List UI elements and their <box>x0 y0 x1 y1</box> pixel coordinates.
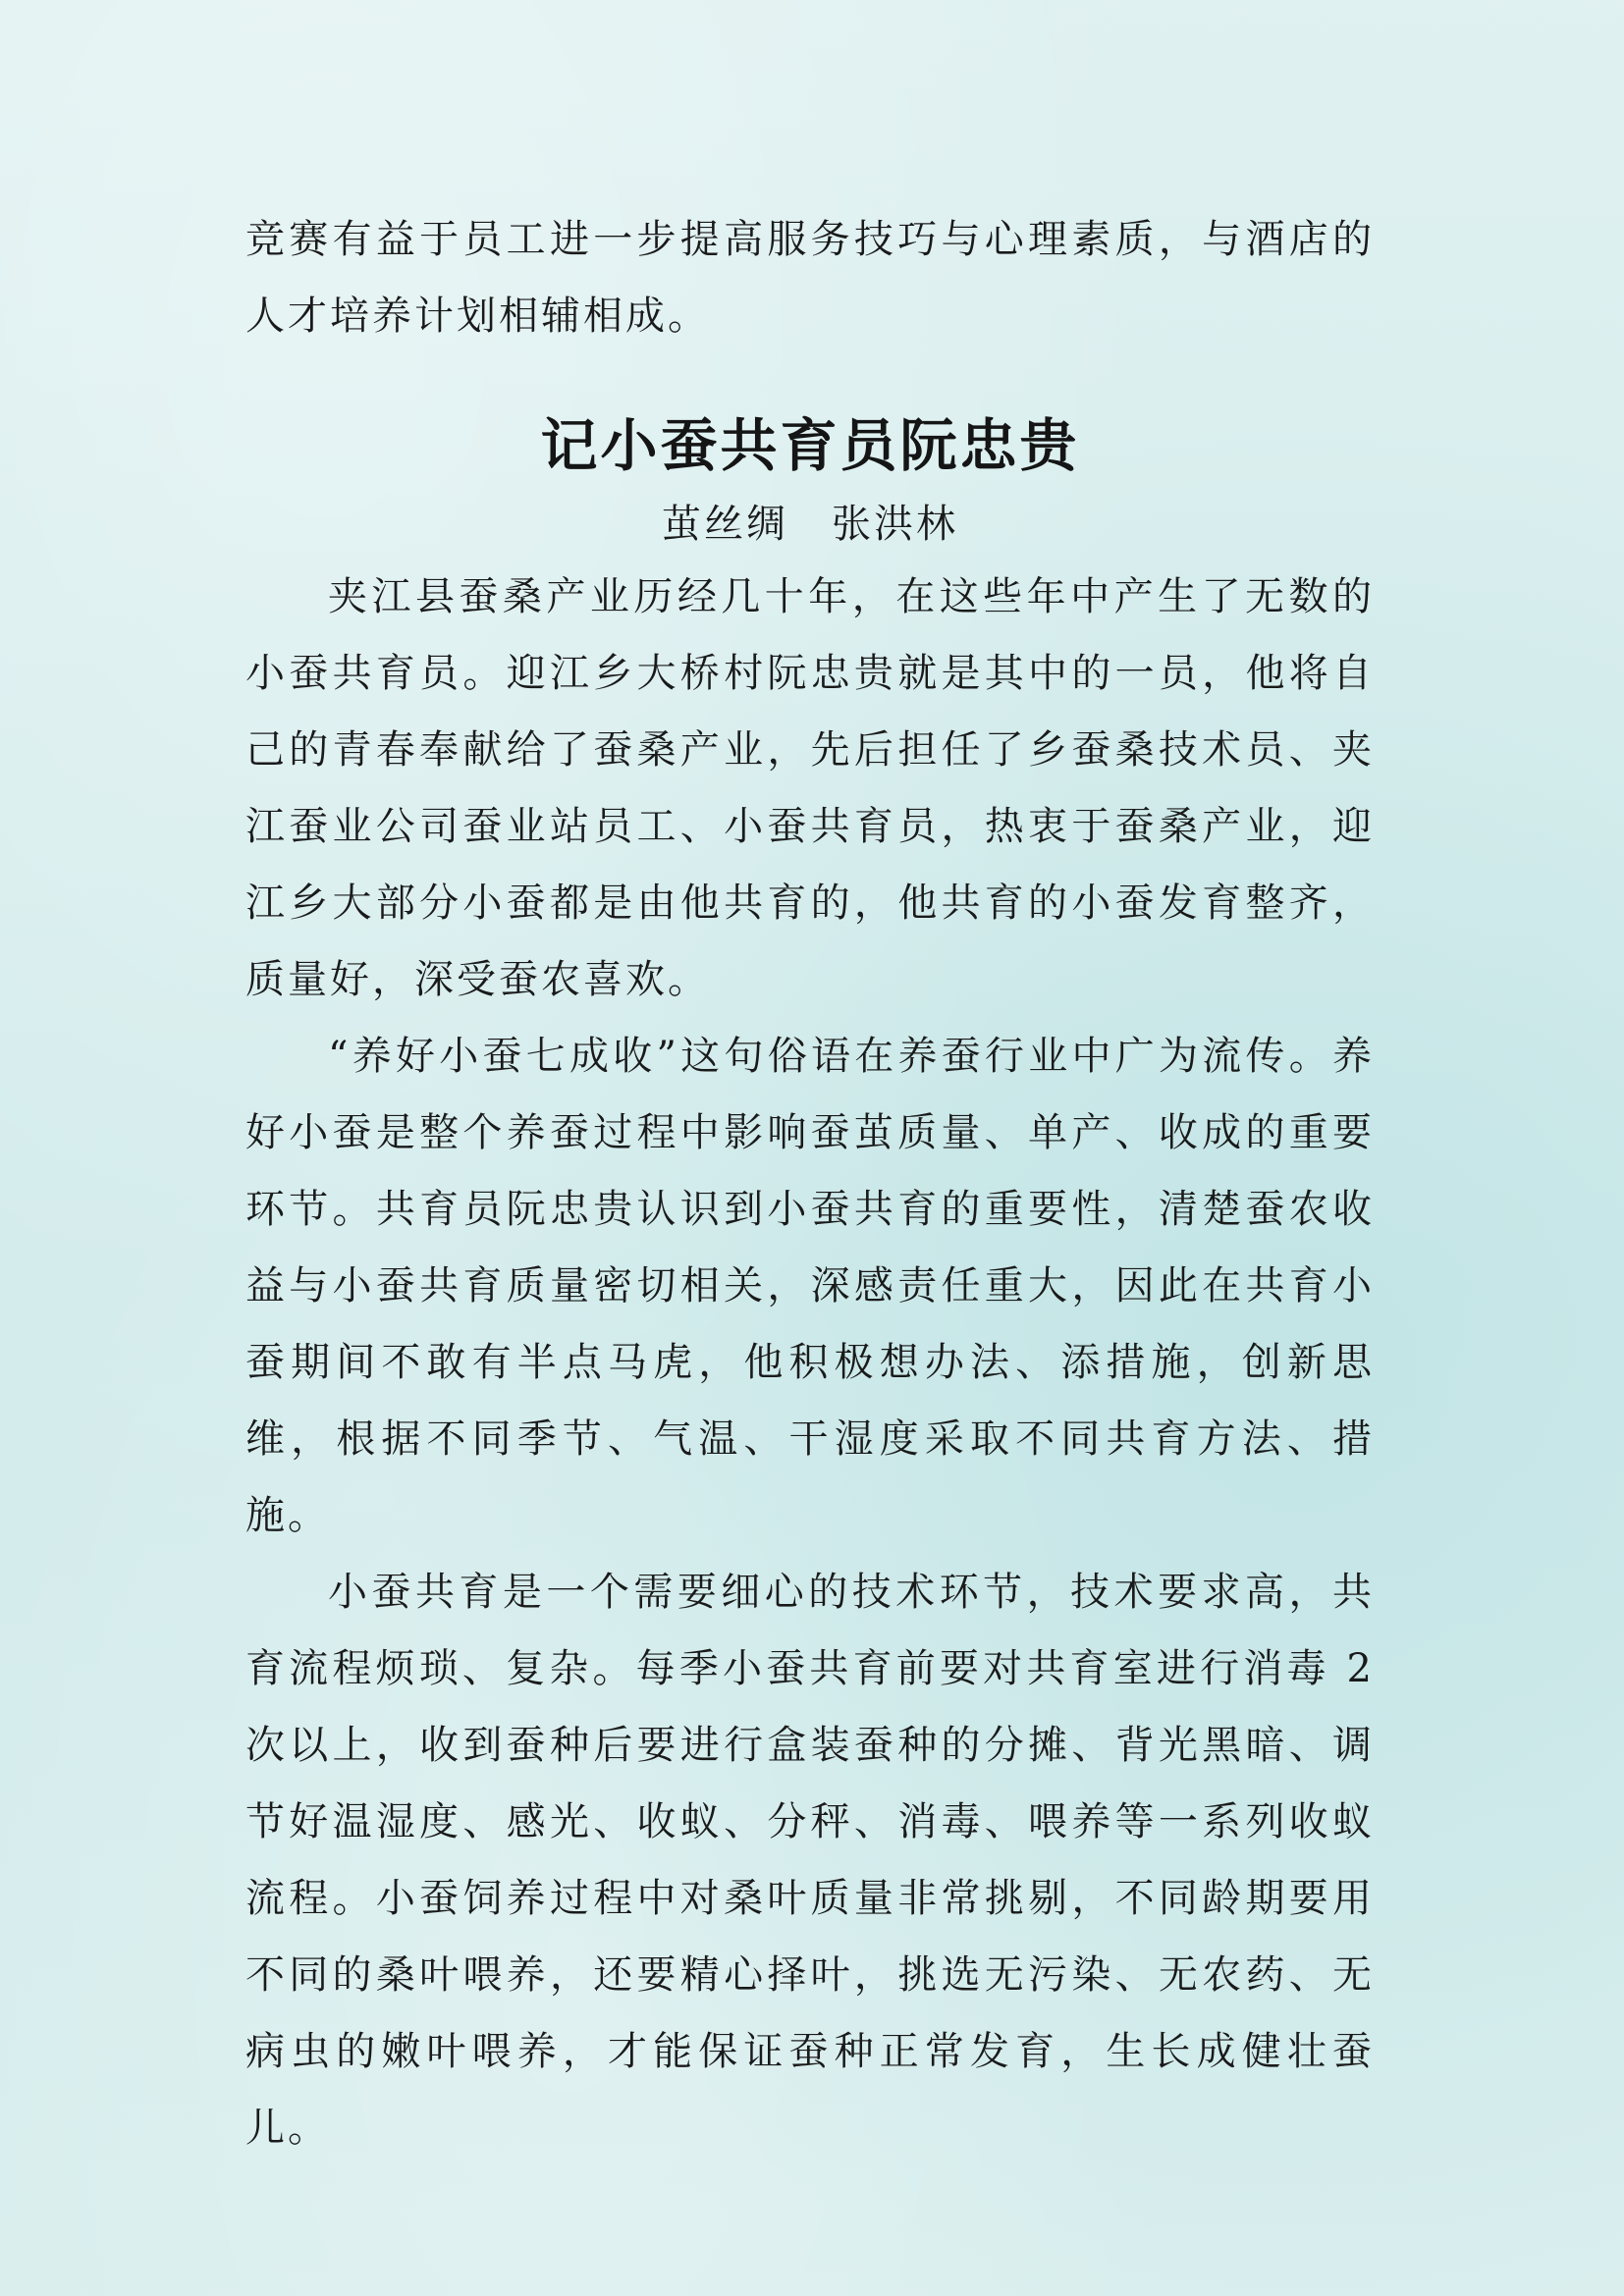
article-paragraph-1: 夹江县蚕桑产业历经几十年，在这些年中产生了无数的小蚕共育员。迎江乡大桥村阮忠贵就是其中的一员，他将自己的青春奉献给了蚕桑产业，先后担任了乡蚕桑技术员、夹江蚕业公司蚕业站员工、小蚕共育员，热衷于蚕桑产业，迎江乡大部分小蚕都是由他共育的，他共育的小蚕发育整齐，质量好，深受蚕农喜欢。 <box>245 574 1375 1002</box>
byline-author: 张洪林 <box>832 502 958 547</box>
document-page <box>245 201 1375 2166</box>
article-paragraph-3: 小蚕共育是一个需要细心的技术环节，技术要求高，共育流程烦琐、复杂。每季小蚕共育前要对共育室进行消毒 2 次以上，收到蚕种后要进行盒装蚕种的分摊、背光黑暗、调节好温湿度、感光、收蚁、分秤、消毒、喂养等一系列收蚁流程。小蚕饲养过程中对桑叶质量非常挑剔，不同龄期要用不同的桑叶喂养，还要精心择叶，挑选无污染、无农药、无病虫的嫩叶喂养，才能保证蚕种正常发育，生长成健壮蚕儿。 <box>245 1570 1375 2151</box>
byline-organization: 茧丝绸 <box>662 502 788 547</box>
article-title: 记小蚕共育员阮忠贵 <box>540 412 1080 479</box>
article-byline <box>245 490 1375 559</box>
intro-paragraph: 竞赛有益于员工进一步提高服务技巧与心理素质，与酒店的人才培养计划相辅相成。 <box>245 217 1375 339</box>
article-paragraph-2: “养好小蚕七成收”这句俗语在养蚕行业中广为流传。养好小蚕是整个养蚕过程中影响蚕茧质量、单产、收成的重要环节。共育员阮忠贵认识到小蚕共育的重要性，清楚蚕农收益与小蚕共育质量密切相关，深感责任重大，因此在共育小蚕期间不敢有半点马虎，他积极想办法、添措施，创新思维，根据不同季节、气温、干湿度采取不同共育方法、措施。 <box>245 1034 1375 1538</box>
